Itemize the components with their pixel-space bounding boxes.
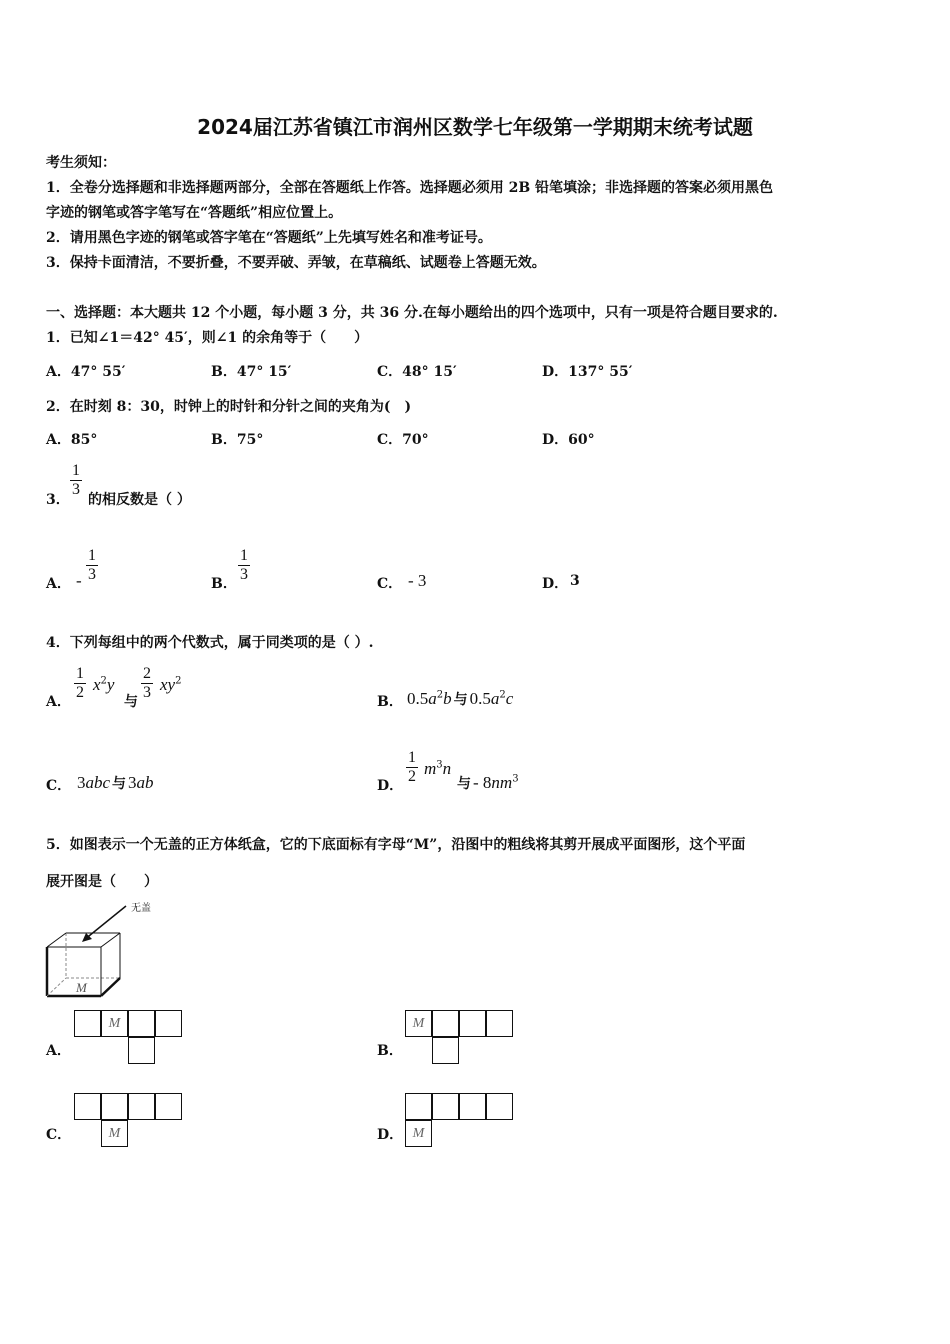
- net-square: [101, 1093, 128, 1120]
- q4-c-coef-1: 3: [77, 773, 86, 792]
- q2-option-c[interactable]: C．70°: [377, 432, 429, 448]
- q4-d-exp-2: 3: [512, 773, 519, 785]
- q2-option-a[interactable]: A．85°: [46, 432, 98, 448]
- net-square: [432, 1037, 459, 1064]
- q4-c-coef-2: 3: [128, 773, 137, 792]
- net-square: [459, 1093, 486, 1120]
- q5-option-c-net[interactable]: [74, 1093, 186, 1149]
- net-square-m: M: [101, 1010, 128, 1037]
- net-square: [128, 1093, 155, 1120]
- q4-a-fraction-2: [141, 665, 153, 702]
- q3-option-c-label[interactable]: C．: [377, 576, 403, 592]
- net-square: [155, 1093, 182, 1120]
- q4-b-and: 与: [453, 692, 468, 708]
- q4-d-fraction-numerator: 1: [408, 749, 416, 766]
- q4-b-exp-1: 2: [436, 689, 444, 701]
- net-square-m: M: [405, 1010, 432, 1037]
- q4-c-and: 与: [112, 776, 127, 792]
- q4-a-term-1-var-b: y: [106, 675, 115, 694]
- q3-option-d-value: 3: [570, 573, 580, 589]
- q4-b-var-1b: b: [443, 689, 452, 708]
- q3-option-b-numerator: 1: [240, 547, 248, 564]
- q1-option-b[interactable]: B．47° 15′: [211, 364, 292, 380]
- q4-c-var-1: abc: [85, 773, 111, 792]
- net-square: [432, 1093, 459, 1120]
- q4-a-term-1-exp: 2: [100, 675, 107, 687]
- q2-option-d[interactable]: D．60°: [542, 432, 595, 448]
- q4-option-a-label[interactable]: A．: [46, 694, 71, 710]
- net-square-m: M: [101, 1120, 128, 1147]
- notice-line-1: 1．全卷分选择题和非选择题两部分，全部在答题纸上作答。选择题必须用 2B 铅笔填涂；非选择题的答案必须用黑色: [46, 180, 774, 196]
- q4-d-term-1: [424, 759, 451, 779]
- q4-b-coef-2: 0.5: [469, 689, 491, 708]
- q1-option-a[interactable]: A．47° 55′: [46, 364, 126, 380]
- q4-b-exp-2: 2: [499, 689, 506, 701]
- q3-option-c-value: - 3: [408, 571, 427, 590]
- q4-stem: 4．下列每组中的两个代数式，属于同类项的是（ ）.: [46, 635, 374, 651]
- q3-option-a-denominator: 3: [88, 566, 96, 583]
- q4-d-fraction-denominator: 2: [408, 768, 416, 785]
- q4-a-term-2-exp: 2: [175, 675, 182, 687]
- q4-d-exp-1: 3: [436, 759, 443, 771]
- q4-d-and: 与: [457, 776, 471, 792]
- net-square: [128, 1010, 155, 1037]
- q4-d-term-2: [457, 773, 519, 793]
- cube-caption: 无盖: [131, 903, 151, 914]
- q3-option-b-fraction: [238, 547, 250, 584]
- q4-a-fraction-2-numerator: 2: [143, 665, 151, 682]
- net-square: [486, 1093, 513, 1120]
- cube-letter: M: [76, 980, 87, 995]
- q4-d-coef-2: - 8: [473, 773, 492, 792]
- q5-option-b-net[interactable]: [405, 1010, 517, 1066]
- q3-option-b-label[interactable]: B．: [211, 576, 237, 592]
- q4-a-fraction-1-denominator: 2: [76, 684, 84, 701]
- q3-option-b-denominator: 3: [240, 566, 248, 583]
- net-square: [74, 1010, 101, 1037]
- open-cube-figure: [42, 896, 172, 1000]
- notice-line-4: 3．保持卡面清洁，不要折叠，不要弄破、弄皱，在草稿纸、试题卷上答题无效。: [46, 255, 546, 271]
- q2-stem: 2．在时刻 8：30，时钟上的时针和分针之间的夹角为( ): [46, 399, 412, 415]
- net-square: [459, 1010, 486, 1037]
- q3-stem-fraction: [70, 462, 82, 499]
- q5-option-a-net[interactable]: [74, 1010, 186, 1066]
- net-square: [128, 1037, 155, 1064]
- q4-a-and: 与: [124, 694, 138, 710]
- notice-heading: 考生须知：: [46, 155, 116, 171]
- q4-a-fraction-2-denominator: 3: [143, 684, 151, 701]
- q3-option-a-numerator: 1: [88, 547, 96, 564]
- net-square: [155, 1010, 182, 1037]
- q4-b-expression: [407, 689, 513, 709]
- q3-number: 3．: [46, 492, 70, 508]
- q4-b-var-2: a: [490, 689, 500, 708]
- q4-a-fraction-1: [74, 665, 86, 702]
- q4-b-var-1: a: [428, 689, 437, 708]
- q5-option-c-label[interactable]: C．: [46, 1127, 72, 1143]
- q4-option-b-label[interactable]: B．: [377, 694, 403, 710]
- net-square: [486, 1010, 513, 1037]
- q3-stem-denominator: 3: [72, 481, 80, 498]
- q5-stem-line-2: 展开图是（ ）: [46, 874, 158, 890]
- net-square: [405, 1093, 432, 1120]
- notice-line-2: 字迹的钢笔或答字笔写在“答题纸”相应位置上。: [46, 205, 343, 221]
- q4-c-var-2: ab: [136, 773, 154, 792]
- q4-a-term-1-var: x: [93, 675, 101, 694]
- net-square: [432, 1010, 459, 1037]
- q3-option-d-label[interactable]: D．: [542, 576, 569, 592]
- q2-option-b[interactable]: B．75°: [211, 432, 264, 448]
- q1-stem: 1．已知∠1＝42° 45′，则∠1 的余角等于（ ）: [46, 330, 369, 346]
- q4-b-var-2b: c: [505, 689, 514, 708]
- notice-line-3: 2．请用黑色字迹的钢笔或答字笔在“答题纸”上先填写姓名和准考证号。: [46, 230, 492, 246]
- q4-c-expression: [77, 773, 154, 793]
- q4-d-var-1: m: [424, 759, 437, 778]
- q4-option-d-label[interactable]: D．: [377, 778, 404, 794]
- q4-option-c-label[interactable]: C．: [46, 778, 72, 794]
- section-heading: 一、选择题：本大题共 12 个小题，每小题 3 分，共 36 分.在每小题给出的四个选项中，只有一项是符合题目要求的.: [46, 305, 778, 321]
- q4-a-term-1: [93, 675, 114, 695]
- q4-d-var-2: nm: [491, 773, 513, 792]
- q5-option-b-label[interactable]: B．: [377, 1043, 403, 1059]
- q3-option-a-label[interactable]: A．: [46, 576, 71, 592]
- q1-option-c[interactable]: C．48° 15′: [377, 364, 457, 380]
- q3-option-a-fraction: [86, 547, 98, 584]
- q3-stem-tail: 的相反数是（ ）: [88, 492, 191, 508]
- q4-b-coef-1: 0.5: [407, 689, 429, 708]
- q3-stem-numerator: 1: [72, 462, 80, 479]
- q3-option-a-sign: -: [76, 571, 82, 590]
- q5-option-d-net[interactable]: [405, 1093, 517, 1149]
- q5-option-d-label[interactable]: D．: [377, 1127, 404, 1143]
- q4-a-fraction-1-numerator: 1: [76, 665, 84, 682]
- q4-d-var-1b: n: [442, 759, 452, 778]
- q5-option-a-label[interactable]: A．: [46, 1043, 71, 1059]
- q4-a-term-2-var: xy: [160, 675, 176, 694]
- net-square-m: M: [405, 1120, 432, 1147]
- q4-d-fraction: [406, 749, 418, 786]
- q5-stem-line-1: 5．如图表示一个无盖的正方体纸盒，它的下底面标有字母“M”，沿图中的粗线将其剪开展成平面图形，这个平面: [46, 837, 746, 853]
- net-square: [74, 1093, 101, 1120]
- page-title: 2024届江苏省镇江市润州区数学七年级第一学期期末统考试题: [197, 115, 753, 139]
- q1-option-d[interactable]: D．137° 55′: [542, 364, 633, 380]
- q4-a-term-2: [160, 675, 181, 695]
